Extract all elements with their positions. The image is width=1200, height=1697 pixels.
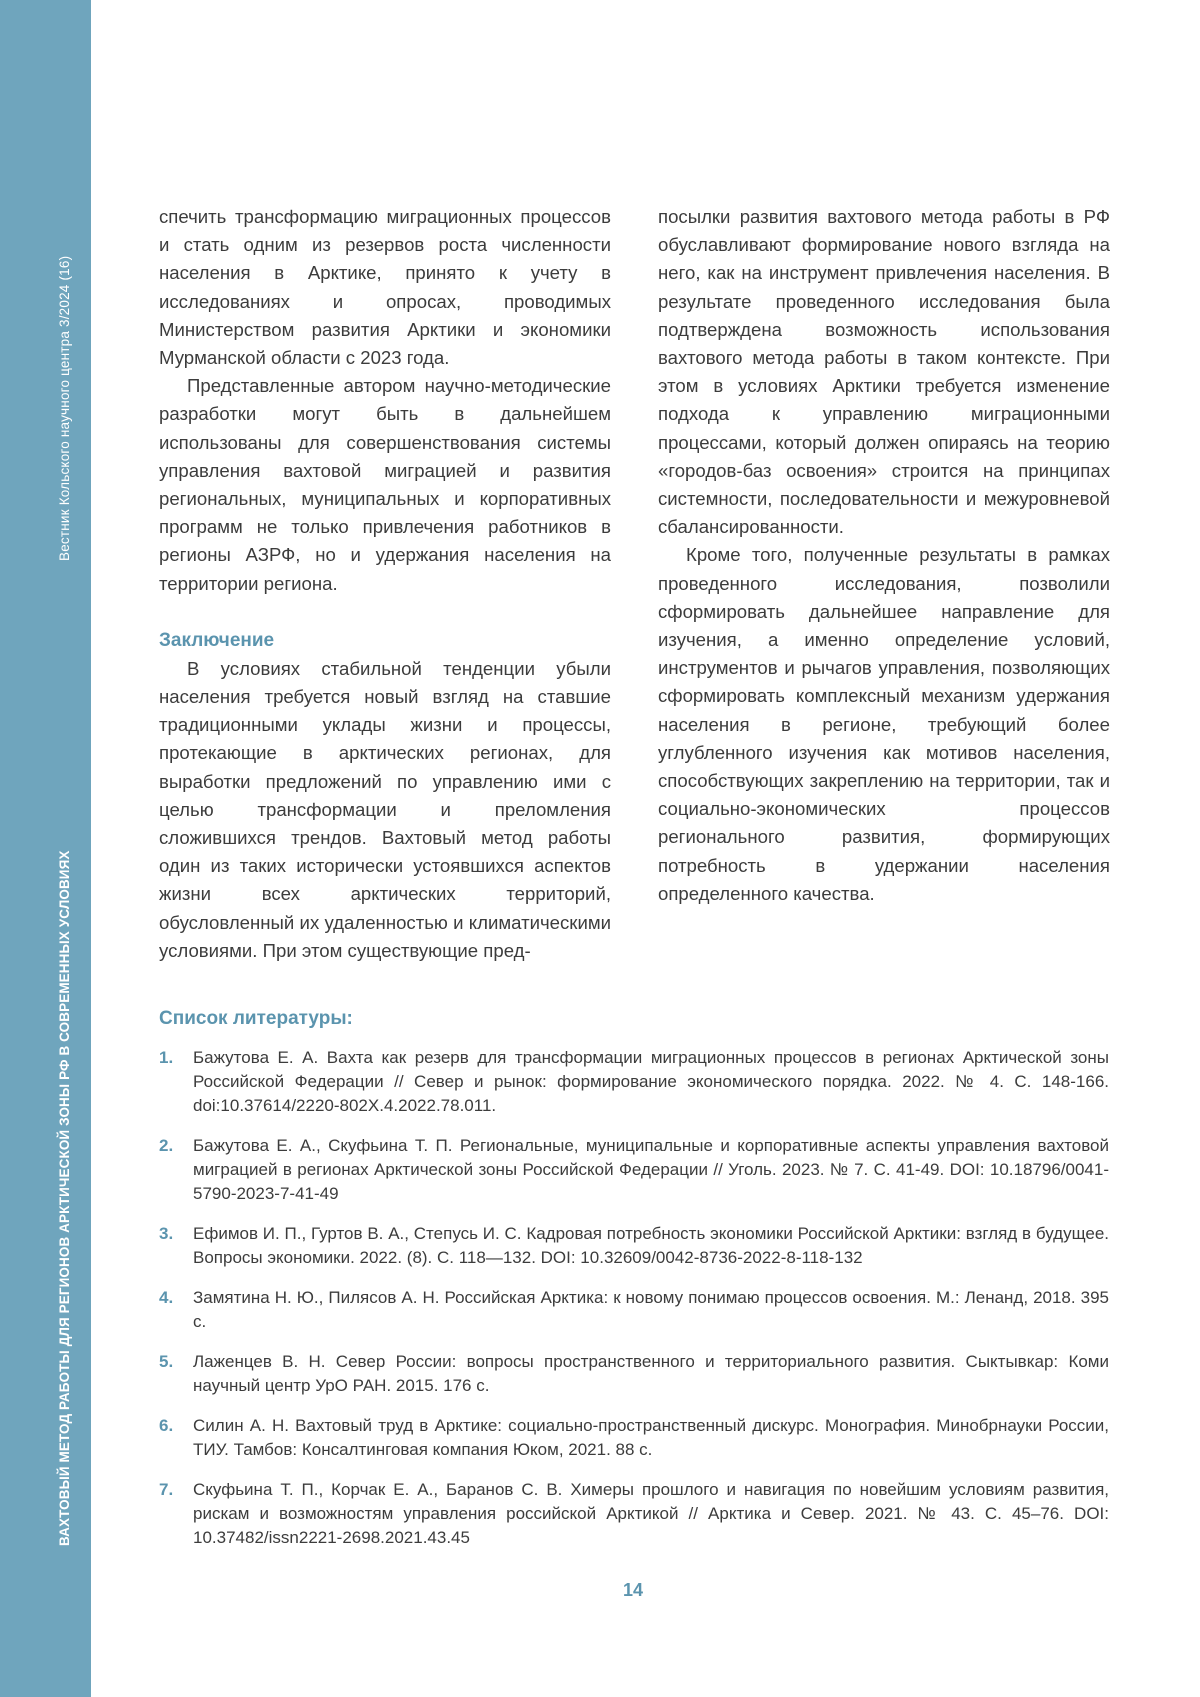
references-section (159, 1006, 1109, 1566)
left-paragraph-1: спечить трансформацию миграционных процессов и стать одним из резервов роста численности населения в Арктике, принято к учету в исследованиях и опросах, проводимых Министерством развития Арктики и экономики Мурманской области с 2023 года. (159, 206, 611, 369)
reference-text: Лаженцев В. Н. Север России: вопросы пространственного и территориального развития. Сыктывкар: Коми научный центр УрО РАН. 2015. 176 с. (193, 1352, 1109, 1395)
reference-text: Замятина Н. Ю., Пилясов А. Н. Российская Арктика: к новому понимаю процессов освоения. М.: Ленанд, 2018. 395 с. (193, 1288, 1109, 1331)
left-column (159, 203, 611, 965)
journal-running-title: Вестник Кольского научного центра 3/2024 (16) (57, 255, 72, 561)
reference-item (159, 1046, 1109, 1118)
references-heading: Список литературы: (159, 1008, 353, 1029)
reference-text: Ефимов И. П., Гуртов В. А., Степусь И. С. Кадровая потребность экономики Российской Арктики: взгляд в будущее. Вопросы экономики. 2022. (8). С. 118—132. DOI: 10.32609/0042-8736-2022-8-118-132 (193, 1224, 1109, 1267)
reference-text: Бажутова Е. А. Вахта как резерв для трансформации миграционных процессов в регионах Арктической зоны Российской Федерации // Север и рынок: формирование экономического порядка. 2022. № 4. С. 148-166. doi:10.37614/2220-802X.4.2022.78.011. (193, 1048, 1109, 1115)
reference-text: Скуфьина Т. П., Корчак Е. А., Баранов С. В. Химеры прошлого и навигация по новейшим условиям развития, рискам и возможностям управления российской Арктикой // Арктика и Север. 2021. № 43. С. 45–76. DOI: 10.37482/issn2221-2698.2021.43.45 (193, 1480, 1109, 1547)
right-paragraph-1: посылки развития вахтового метода работы в РФ обуславливают формирование нового взгляда на него, как на инструмент привлечения населения. В результате проведенного исследования была подтверждена возможность использования вахтового метода работы в таком контексте. При этом в условиях Арктики требуется изменение подхода к управлению миграционными процессами, который должен опираясь на теорию «городов-баз освоения» строится на принципах системности, последовательности и межуровневой сбалансированности. (658, 206, 1110, 538)
article-running-title: ВАХТОВЫЙ МЕТОД РАБОТЫ ДЛЯ РЕГИОНОВ АРКТИЧЕСКОЙ ЗОНЫ РФ В СОВРЕМЕННЫХ УСЛОВИЯХ (57, 850, 72, 1546)
reference-text: Бажутова Е. А., Скуфьина Т. П. Региональные, муниципальные и корпоративные аспекты управления вахтовой миграцией в регионах Арктической зоны Российской Федерации // Уголь. 2023. № 7. С. 41-49. DOI: 10.18796/0041-5790-2023-7-41-49 (193, 1136, 1109, 1203)
reference-item (159, 1414, 1109, 1462)
reference-number: 4. (159, 1288, 174, 1307)
reference-item (159, 1350, 1109, 1398)
reference-number: 6. (159, 1416, 174, 1435)
reference-number: 5. (159, 1352, 174, 1371)
left-paragraph-3: В условиях стабильной тенденции убыли населения требуется новый взгляд на ставшие традиционными уклады жизни и процессы, протекающие в арктических регионах, для выработки предложений по управлению ими с целью трансформации и преломления сложившихся трендов. Вахтовый метод работы один из таких исторически устоявшихся аспектов жизни всех арктических территорий, обусловленный их удаленностью и климатическими условиями. При этом существующие пред- (159, 657, 611, 961)
reference-item (159, 1478, 1109, 1550)
reference-number: 7. (159, 1480, 174, 1499)
reference-number: 1. (159, 1048, 174, 1067)
page-number: 14 (622, 1580, 644, 1600)
right-paragraph-2: Кроме того, полученные результаты в рамках проведенного исследования, позволили сформировать дальнейшее направление для изучения, а именно определение условий, инструментов и рычагов управления, позволяющих сформировать комплексный механизм удержания населения в регионе, требующий более углубленного изучения как мотивов населения, способствующих закреплению на территории, так и социально-экономических процессов регионального развития, формирующих потребность в удержании населения определенного качества. (658, 544, 1110, 904)
reference-number: 2. (159, 1136, 174, 1155)
right-column (658, 203, 1110, 908)
reference-number: 3. (159, 1224, 174, 1243)
side-band (0, 0, 91, 1697)
left-paragraph-2: Представленные автором научно-методические разработки могут быть в дальнейшем использованы для совершенствования системы управления вахтовой миграцией и развития региональных, муниципальных и корпоративных программ не только привлечения работников в регионы АЗРФ, но и удержания населения на территории региона. (159, 375, 611, 594)
reference-item (159, 1286, 1109, 1334)
reference-item (159, 1222, 1109, 1270)
reference-text: Силин А. Н. Вахтовый труд в Арктике: социально-пространственный дискурс. Монография. Минобрнауки России, ТИУ. Тамбов: Консалтинговая компания Юком, 2021. 88 с. (193, 1416, 1109, 1459)
conclusion-heading: Заключение (159, 629, 275, 651)
reference-item (159, 1134, 1109, 1206)
